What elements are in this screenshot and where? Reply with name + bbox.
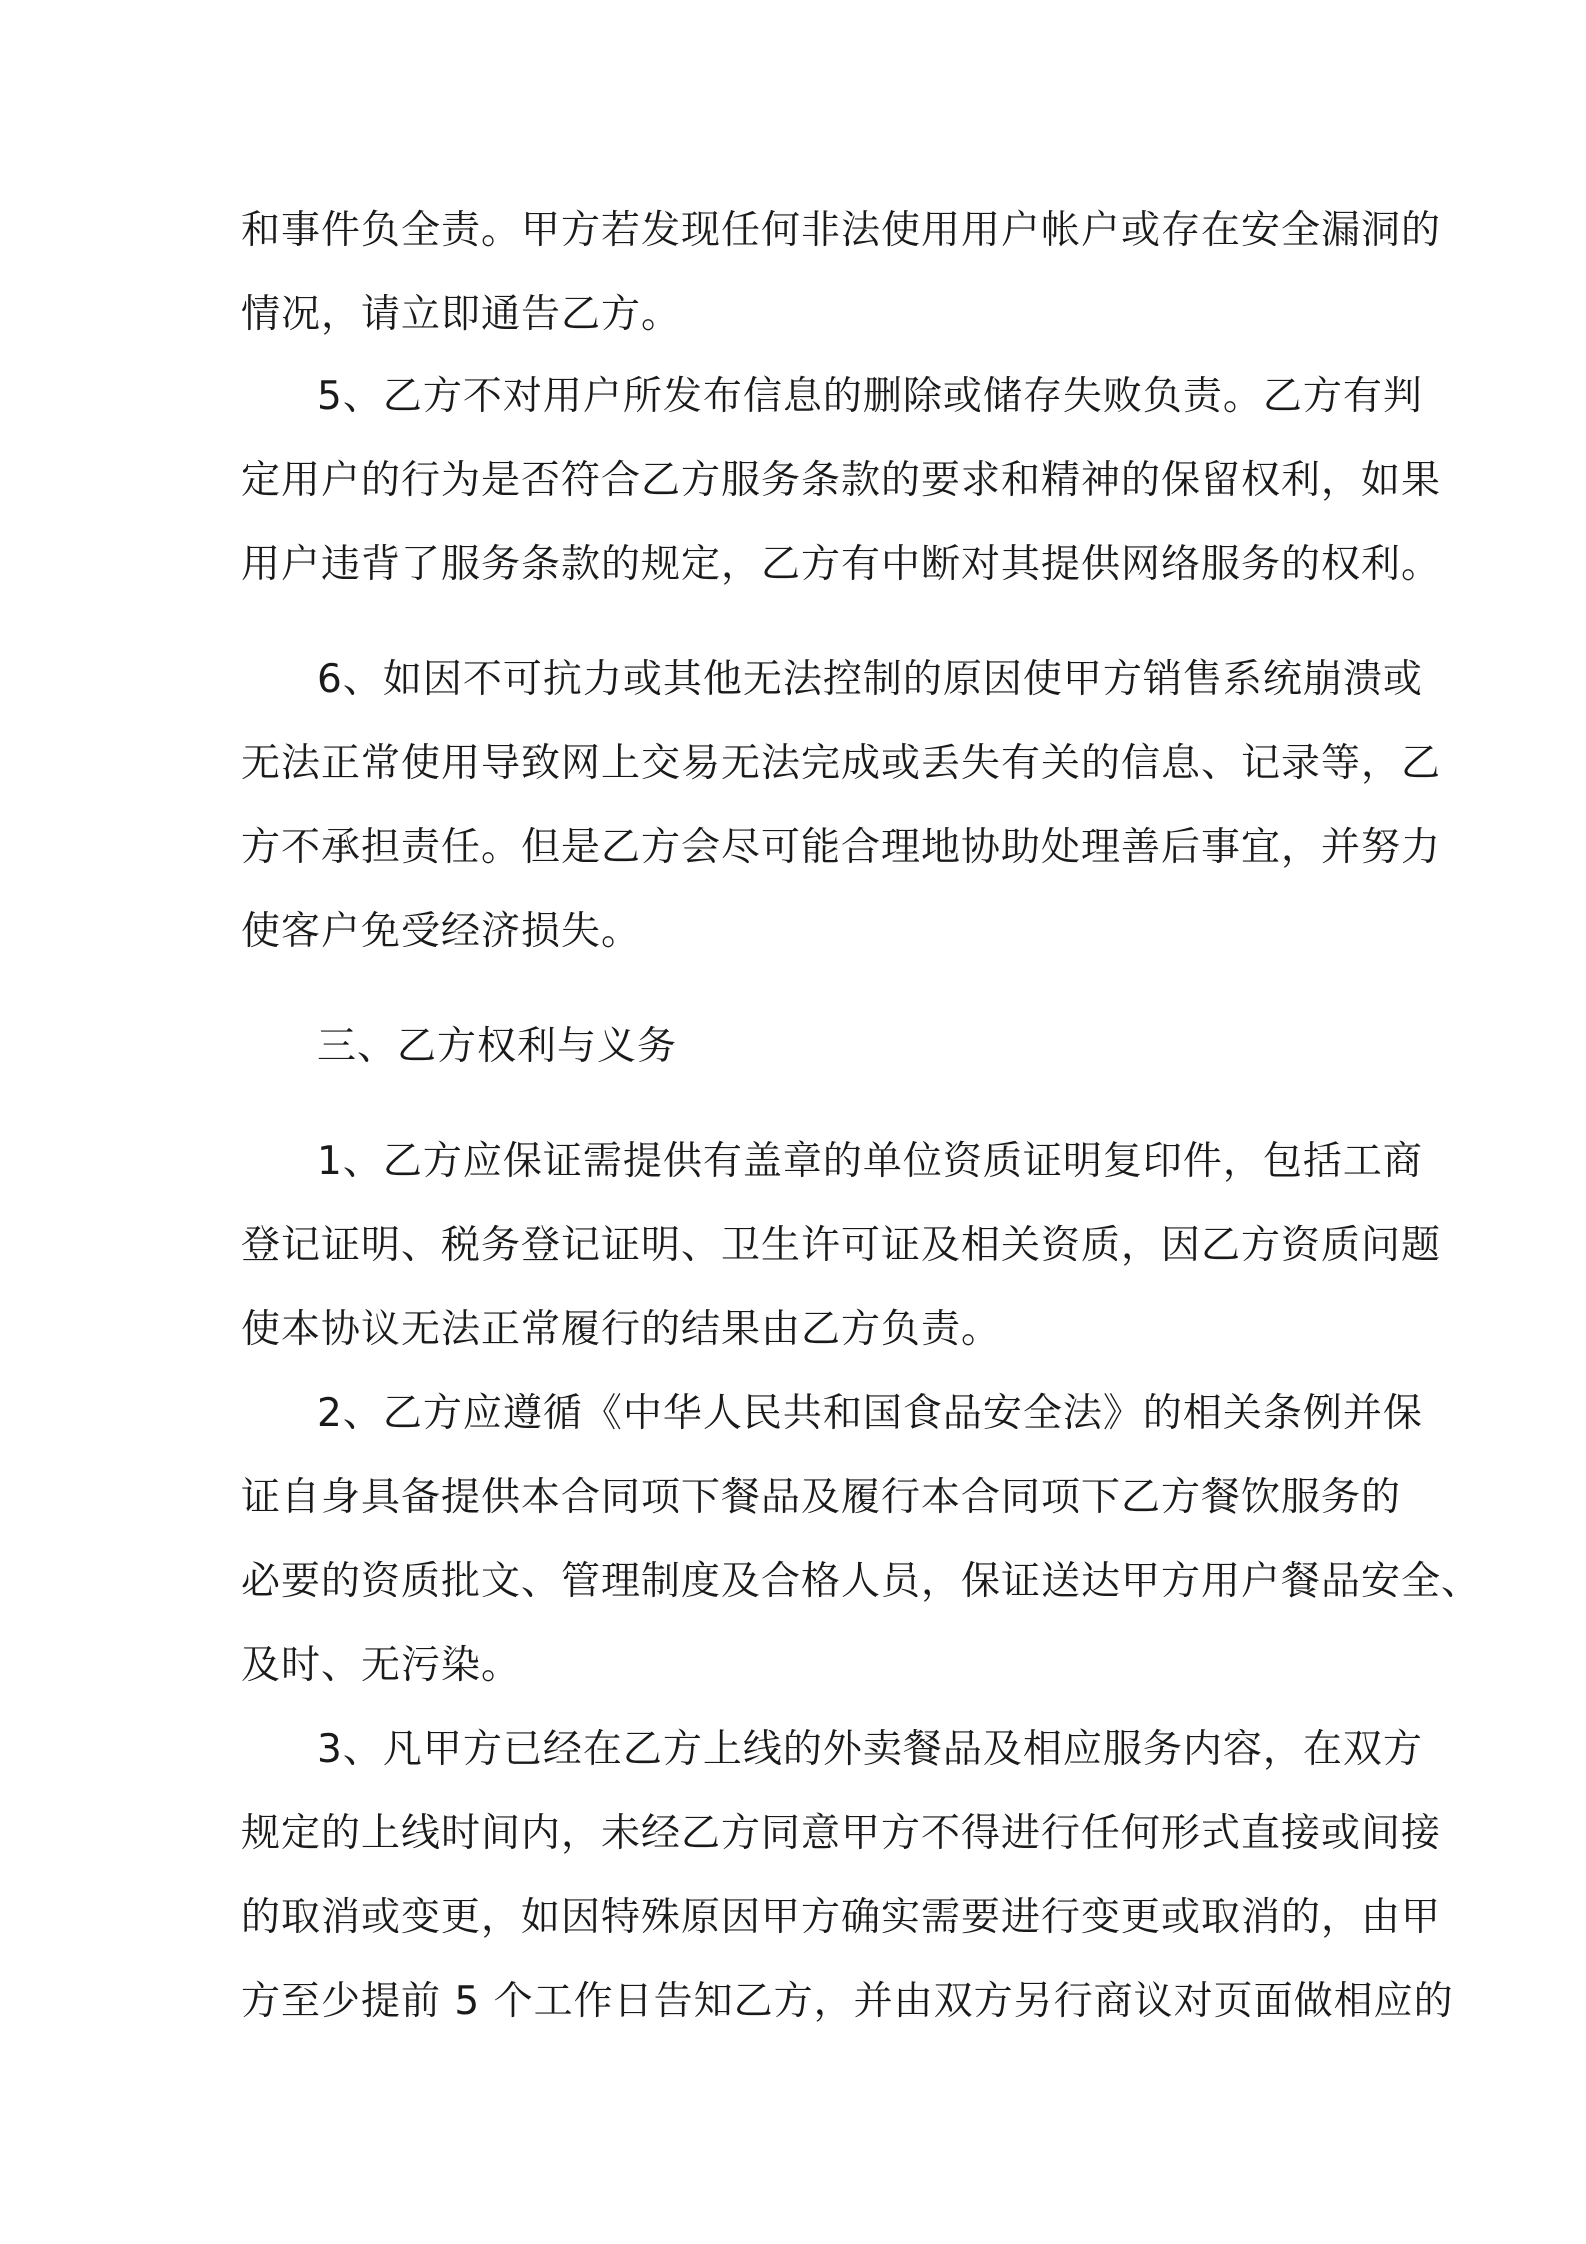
paragraph-5-start: 5、乙方不对用户所发布信息的删除或储存失败负责。乙方有判 xyxy=(317,374,1423,419)
text-line: 证自身具备提供本合同项下餐品及履行本合同项下乙方餐饮服务的 xyxy=(241,1475,1402,1520)
document-page xyxy=(241,0,1482,2244)
paragraph-3-start: 3、凡甲方已经在乙方上线的外卖餐品及相应服务内容，在双方 xyxy=(317,1727,1423,1772)
text-line: 和事件负全责。甲方若发现任何非法使用用户帐户或存在安全漏洞的 xyxy=(241,208,1442,253)
text-line: 登记证明、税务登记证明、卫生许可证及相关资质，因乙方资质问题 xyxy=(241,1223,1442,1268)
text-line: 规定的上线时间内，未经乙方同意甲方不得进行任何形式直接或间接 xyxy=(241,1811,1442,1856)
paragraph-6-start: 6、如因不可抗力或其他无法控制的原因使甲方销售系统崩溃或 xyxy=(317,657,1423,702)
text-line: 定用户的行为是否符合乙方服务条款的要求和精神的保留权利，如果 xyxy=(241,458,1442,503)
text-line: 无法正常使用导致网上交易无法完成或丢失有关的信息、记录等，乙 xyxy=(241,741,1442,786)
text-line: 必要的资质批文、管理制度及合格人员，保证送达甲方用户餐品安全、 xyxy=(241,1559,1482,1604)
text-line: 方不承担责任。但是乙方会尽可能合理地协助处理善后事宜，并努力 xyxy=(241,825,1442,870)
text-line: 使本协议无法正常履行的结果由乙方负责。 xyxy=(241,1307,1002,1352)
text-line: 使客户免受经济损失。 xyxy=(241,909,642,954)
paragraph-1-start: 1、乙方应保证需提供有盖章的单位资质证明复印件，包括工商 xyxy=(317,1139,1423,1184)
text-line: 方至少提前 5 个工作日告知乙方，并由双方另行商议对页面做相应的 xyxy=(241,1979,1454,2024)
text-line: 及时、无污染。 xyxy=(241,1643,522,1688)
text-line: 情况，请立即通告乙方。 xyxy=(241,292,682,337)
text-line: 的取消或变更，如因特殊原因甲方确实需要进行变更或取消的，由甲 xyxy=(241,1895,1442,1940)
section-heading: 三、乙方权利与义务 xyxy=(317,1024,678,1069)
paragraph-2-start: 2、乙方应遵循《中华人民共和国食品安全法》的相关条例并保 xyxy=(317,1391,1423,1436)
text-line: 用户违背了服务条款的规定，乙方有中断对其提供网络服务的权利。 xyxy=(241,542,1442,587)
